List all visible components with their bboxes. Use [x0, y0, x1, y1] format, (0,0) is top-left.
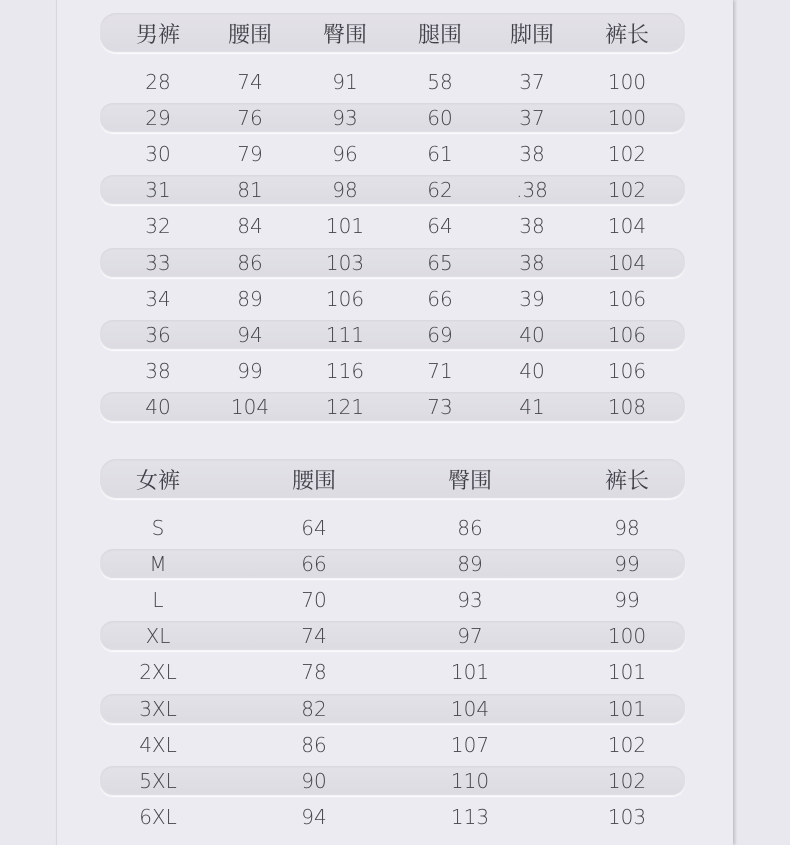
table-cell: 100	[607, 106, 647, 131]
table-cell: XL	[145, 624, 171, 649]
table-row	[100, 284, 685, 314]
table-cell: 60	[427, 106, 453, 131]
table-cell: 108	[607, 394, 647, 419]
table-cell: 101	[450, 660, 490, 685]
table-row	[100, 513, 685, 543]
table-cell: 113	[450, 804, 490, 829]
table-cell: 99	[237, 358, 263, 383]
table-cell: 5XL	[139, 768, 177, 793]
table-row	[100, 657, 685, 687]
table-cell: 66	[427, 286, 453, 311]
table-cell: 37	[519, 106, 545, 131]
table-row	[100, 730, 685, 760]
table-cell: 79	[237, 142, 263, 167]
table-cell: 74	[301, 624, 327, 649]
table-cell: 121	[325, 394, 365, 419]
table-cell: 3XL	[139, 696, 177, 721]
table-cell: 38	[519, 214, 545, 239]
table-cell: 99	[614, 588, 640, 613]
table-row	[100, 621, 685, 651]
table-cell: 36	[145, 322, 171, 347]
table-cell: 39	[519, 286, 545, 311]
table-cell: 40	[519, 322, 545, 347]
table-cell: 65	[427, 250, 453, 275]
table-cell: 34	[145, 286, 171, 311]
table-cell: 61	[427, 142, 453, 167]
table-cell: 102	[607, 732, 647, 757]
table-cell: 97	[457, 624, 483, 649]
table-cell: 106	[607, 286, 647, 311]
table-cell: 106	[325, 286, 365, 311]
mens-table-header	[100, 13, 685, 53]
table-cell: 98	[332, 178, 358, 203]
table-cell: 93	[457, 588, 483, 613]
table-cell: 81	[237, 178, 263, 203]
table-row	[100, 103, 685, 133]
table-cell: 70	[301, 588, 327, 613]
table-row	[100, 175, 685, 205]
table-cell: 111	[325, 322, 365, 347]
table-cell: L	[152, 588, 164, 613]
table-cell: 58	[427, 70, 453, 94]
header-cell: 裤长	[604, 468, 650, 494]
table-row	[100, 248, 685, 278]
table-cell: 104	[607, 214, 647, 239]
table-cell: 30	[145, 142, 171, 167]
table-cell: 71	[427, 358, 453, 383]
table-cell: 94	[301, 804, 327, 829]
table-cell: 37	[519, 70, 545, 94]
table-cell: 76	[237, 106, 263, 131]
table-cell: 38	[519, 250, 545, 275]
table-cell: 104	[230, 394, 270, 419]
header-cell: 女裤	[135, 468, 181, 494]
table-row	[100, 694, 685, 724]
table-cell: 90	[301, 768, 327, 793]
table-row	[100, 320, 685, 350]
table-cell: 69	[427, 322, 453, 347]
header-cell: 腰围	[291, 468, 337, 494]
table-cell: 101	[607, 660, 647, 685]
table-cell: 62	[427, 178, 453, 203]
table-cell: 40	[519, 358, 545, 383]
table-cell: 64	[427, 214, 453, 239]
header-cell: 腰围	[227, 22, 273, 48]
table-cell: 64	[301, 516, 327, 540]
table-cell: 38	[145, 358, 171, 383]
table-row	[100, 802, 685, 832]
table-cell: 94	[237, 322, 263, 347]
table-cell: 102	[607, 768, 647, 793]
table-row	[100, 585, 685, 615]
table-cell: 40	[145, 394, 171, 419]
table-cell: 99	[614, 552, 640, 577]
header-cell: 臀围	[322, 22, 368, 48]
table-cell: 74	[237, 70, 263, 94]
table-cell: 84	[237, 214, 263, 239]
table-cell: 106	[607, 358, 647, 383]
table-cell: 104	[450, 696, 490, 721]
table-cell: 86	[301, 732, 327, 757]
table-cell: .38	[516, 178, 548, 203]
table-cell: 93	[332, 106, 358, 131]
header-cell: 脚围	[509, 22, 555, 48]
table-cell: 41	[519, 394, 545, 419]
table-cell: 2XL	[139, 660, 177, 685]
table-cell: 73	[427, 394, 453, 419]
table-cell: 4XL	[139, 732, 177, 757]
table-cell: 96	[332, 142, 358, 167]
table-cell: 89	[457, 552, 483, 577]
table-cell: 98	[614, 516, 640, 540]
header-cell: 裤长	[604, 22, 650, 48]
table-cell: 78	[301, 660, 327, 685]
header-cell: 腿围	[417, 22, 463, 48]
table-row	[100, 356, 685, 386]
table-cell: 6XL	[139, 804, 177, 829]
table-row	[100, 549, 685, 579]
table-cell: 33	[145, 250, 171, 275]
table-cell: 32	[145, 214, 171, 239]
table-cell: 104	[607, 250, 647, 275]
table-row	[100, 139, 685, 169]
table-cell: 28	[145, 70, 171, 94]
table-cell: 100	[607, 70, 647, 94]
table-cell: 106	[607, 322, 647, 347]
header-cell: 臀围	[447, 468, 493, 494]
table-cell: 102	[607, 142, 647, 167]
table-row	[100, 67, 685, 97]
table-cell: 91	[332, 70, 358, 94]
table-cell: 89	[237, 286, 263, 311]
table-cell: 86	[457, 516, 483, 540]
table-cell: 110	[450, 768, 490, 793]
table-cell: 29	[145, 106, 171, 131]
header-cell: 男裤	[135, 22, 181, 48]
table-cell: 101	[607, 696, 647, 721]
table-cell: 86	[237, 250, 263, 275]
table-cell: M	[149, 552, 167, 577]
table-cell: S	[151, 516, 165, 540]
table-cell: 103	[607, 804, 647, 829]
table-row	[100, 766, 685, 796]
table-cell: 103	[325, 250, 365, 275]
table-cell: 82	[301, 696, 327, 721]
table-cell: 38	[519, 142, 545, 167]
table-cell: 31	[145, 178, 171, 203]
table-row	[100, 392, 685, 422]
table-cell: 100	[607, 624, 647, 649]
womens-table-header	[100, 459, 685, 499]
table-cell: 116	[325, 358, 365, 383]
table-cell: 101	[325, 214, 365, 239]
table-row	[100, 211, 685, 241]
table-cell: 102	[607, 178, 647, 203]
table-cell: 107	[450, 732, 490, 757]
table-cell: 66	[301, 552, 327, 577]
